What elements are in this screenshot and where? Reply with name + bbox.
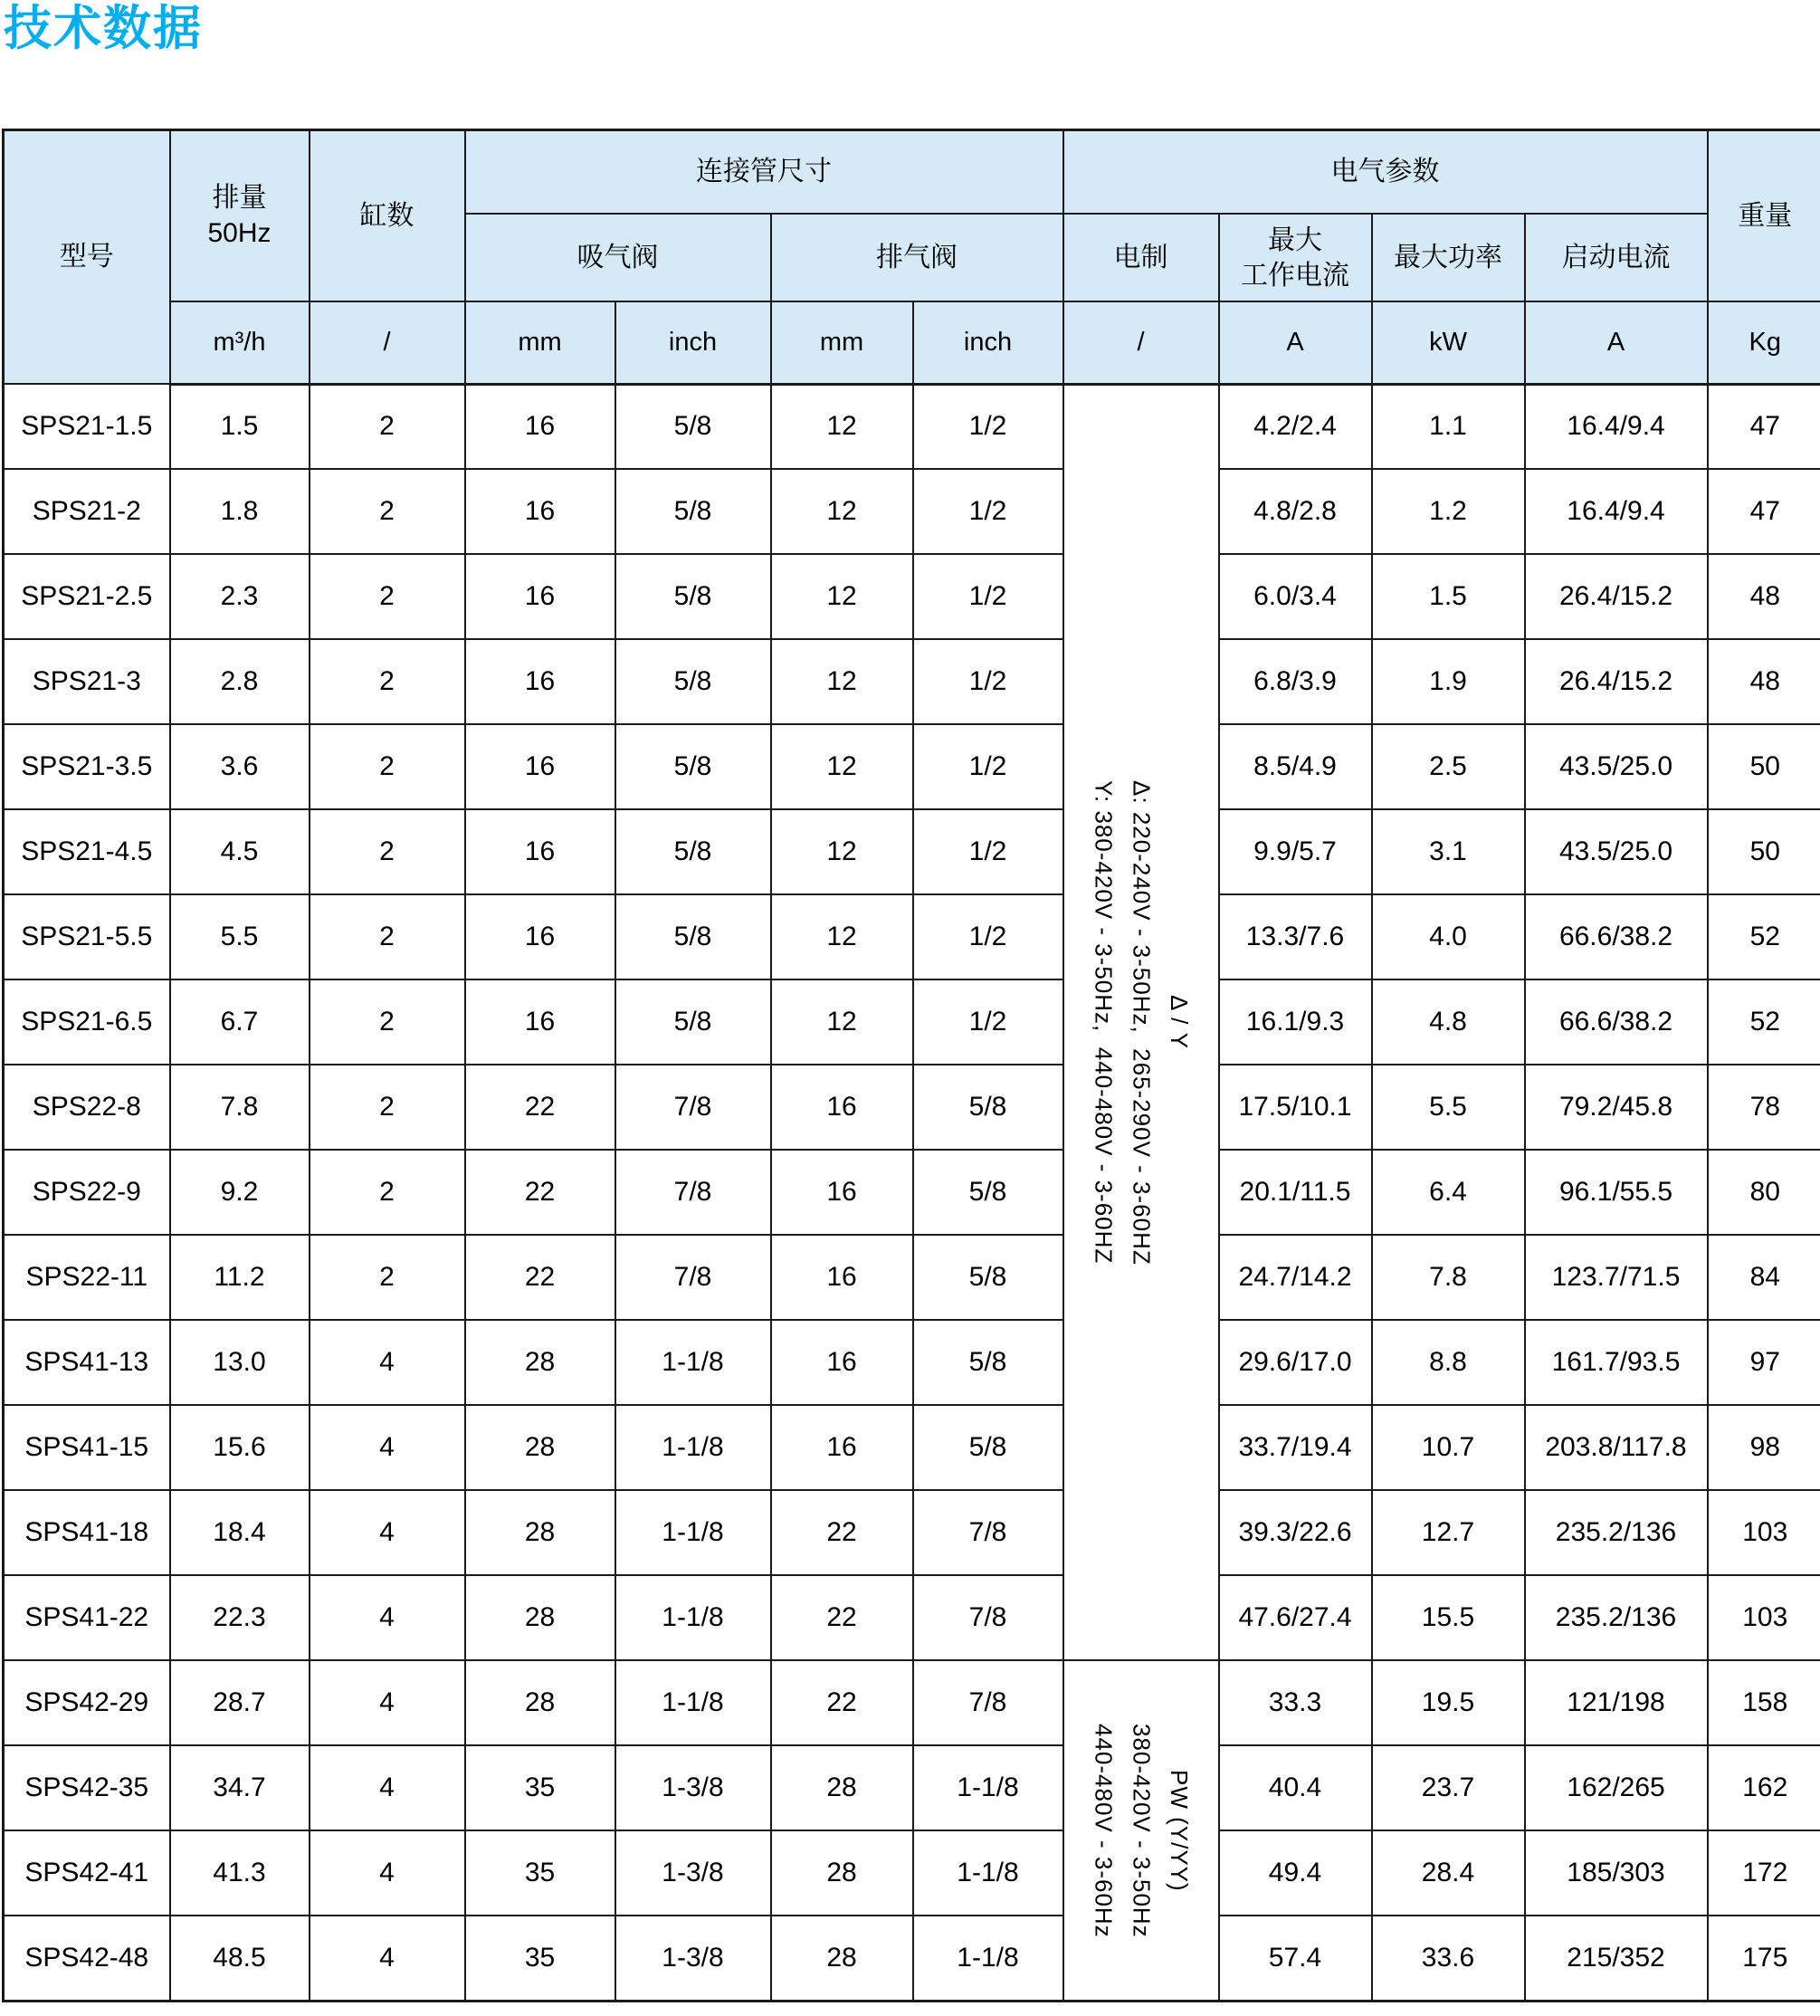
cell-suction-mm: 28: [465, 1405, 615, 1490]
cell-max-power: 5.5: [1372, 1065, 1525, 1150]
cell-weight: 158: [1708, 1660, 1820, 1745]
cell-electric-system: [1063, 384, 1219, 1660]
cell-max-current: 47.6/27.4: [1219, 1575, 1372, 1660]
cell-cylinders: 4: [310, 1490, 465, 1575]
cell-weight: 50: [1708, 809, 1820, 894]
unit-discharge-inch: inch: [913, 301, 1063, 384]
cell-suction-mm: 16: [465, 809, 615, 894]
cell-suction-inch: 7/8: [615, 1150, 771, 1235]
cell-weight: 48: [1708, 554, 1820, 639]
cell-displacement: 34.7: [170, 1745, 310, 1830]
col-header-suction-valve: 吸气阀: [465, 214, 771, 301]
cell-suction-mm: 35: [465, 1916, 615, 2001]
table-row: [4, 979, 1820, 1065]
electric-system-line1: PW (Y/YY): [1165, 1769, 1193, 1892]
cell-max-current: 39.3/22.6: [1219, 1490, 1372, 1575]
cell-start-current: 203.8/117.8: [1525, 1405, 1708, 1490]
cell-displacement: 5.5: [170, 894, 310, 979]
cell-start-current: 16.4/9.4: [1525, 469, 1708, 554]
cell-max-power: 1.5: [1372, 554, 1525, 639]
unit-displacement: m³/h: [170, 301, 310, 384]
cell-weight: 50: [1708, 724, 1820, 809]
cell-discharge-mm: 16: [771, 1235, 913, 1320]
cell-discharge-mm: 22: [771, 1575, 913, 1660]
cell-max-current: 9.9/5.7: [1219, 809, 1372, 894]
cell-displacement: 7.8: [170, 1065, 310, 1150]
cell-cylinders: 2: [310, 894, 465, 979]
cell-suction-mm: 22: [465, 1150, 615, 1235]
cell-discharge-inch: 1/2: [913, 639, 1063, 724]
cell-suction-mm: 22: [465, 1065, 615, 1150]
table-row: [4, 1575, 1820, 1660]
cell-start-current: 215/352: [1525, 1916, 1708, 2001]
col-header-max-current-line1: 最大: [1268, 225, 1322, 255]
cell-max-power: 4.8: [1372, 979, 1525, 1065]
cell-start-current: 43.5/25.0: [1525, 809, 1708, 894]
col-header-max-power: 最大功率: [1372, 214, 1525, 301]
cell-model: SPS41-18: [4, 1490, 170, 1575]
unit-suction-inch: inch: [615, 301, 771, 384]
col-header-weight: 重量: [1708, 129, 1820, 301]
cell-suction-inch: 5/8: [615, 809, 771, 894]
cell-discharge-mm: 12: [771, 469, 913, 554]
cell-max-power: 1.9: [1372, 639, 1525, 724]
cell-max-current: 6.8/3.9: [1219, 639, 1372, 724]
cell-weight: 47: [1708, 469, 1820, 554]
cell-max-current: 29.6/17.0: [1219, 1320, 1372, 1405]
cell-suction-mm: 16: [465, 979, 615, 1065]
cell-discharge-inch: 5/8: [913, 1320, 1063, 1405]
cell-max-power: 2.5: [1372, 724, 1525, 809]
cell-displacement: 4.5: [170, 809, 310, 894]
cell-model: SPS21-4.5: [4, 809, 170, 894]
cell-discharge-inch: 5/8: [913, 1405, 1063, 1490]
cell-suction-inch: 5/8: [615, 724, 771, 809]
cell-suction-inch: 1-1/8: [615, 1405, 771, 1490]
cell-discharge-mm: 28: [771, 1745, 913, 1830]
cell-displacement: 2.3: [170, 554, 310, 639]
cell-max-power: 28.4: [1372, 1830, 1525, 1916]
cell-suction-mm: 35: [465, 1830, 615, 1916]
cell-weight: 48: [1708, 639, 1820, 724]
electric-system-vertical-text: [1084, 780, 1197, 1266]
cell-start-current: 123.7/71.5: [1525, 1235, 1708, 1320]
table-header: [4, 129, 1820, 384]
cell-start-current: 16.4/9.4: [1525, 384, 1708, 469]
table-row: [4, 1405, 1820, 1490]
cell-model: SPS42-35: [4, 1745, 170, 1830]
cell-discharge-inch: 1/2: [913, 809, 1063, 894]
cell-max-current: 8.5/4.9: [1219, 724, 1372, 809]
cell-suction-mm: 16: [465, 724, 615, 809]
cell-weight: 52: [1708, 979, 1820, 1065]
cell-max-current: 33.7/19.4: [1219, 1405, 1372, 1490]
cell-max-power: 4.0: [1372, 894, 1525, 979]
col-header-displacement: [170, 129, 310, 301]
cell-discharge-inch: 1-1/8: [913, 1745, 1063, 1830]
cell-model: SPS21-5.5: [4, 894, 170, 979]
cell-max-current: 33.3: [1219, 1660, 1372, 1745]
cell-max-power: 3.1: [1372, 809, 1525, 894]
group-header-electrical: 电气参数: [1063, 129, 1708, 214]
cell-model: SPS22-8: [4, 1065, 170, 1150]
cell-suction-inch: 1-1/8: [615, 1490, 771, 1575]
col-header-discharge-valve: 排气阀: [771, 214, 1063, 301]
cell-max-current: 20.1/11.5: [1219, 1150, 1372, 1235]
col-header-displacement-line1: 排量: [212, 183, 267, 214]
cell-discharge-inch: 7/8: [913, 1490, 1063, 1575]
cell-cylinders: 2: [310, 469, 465, 554]
cell-discharge-mm: 12: [771, 384, 913, 469]
cell-max-power: 7.8: [1372, 1235, 1525, 1320]
cell-cylinders: 2: [310, 384, 465, 469]
cell-displacement: 2.8: [170, 639, 310, 724]
group-header-pipe-size: 连接管尺寸: [465, 129, 1063, 214]
cell-cylinders: 4: [310, 1830, 465, 1916]
cell-discharge-inch: 1/2: [913, 384, 1063, 469]
cell-displacement: 11.2: [170, 1235, 310, 1320]
cell-suction-mm: 16: [465, 639, 615, 724]
cell-weight: 103: [1708, 1490, 1820, 1575]
cell-max-current: 16.1/9.3: [1219, 979, 1372, 1065]
cell-model: SPS42-48: [4, 1916, 170, 2001]
cell-weight: 52: [1708, 894, 1820, 979]
cell-model: SPS21-3.5: [4, 724, 170, 809]
cell-suction-mm: 16: [465, 554, 615, 639]
electric-system-line3: 440-480V - 3-60Hz: [1090, 1723, 1118, 1938]
cell-max-current: 13.3/7.6: [1219, 894, 1372, 979]
col-header-start-current: 启动电流: [1525, 214, 1708, 301]
cell-suction-mm: 22: [465, 1235, 615, 1320]
cell-max-current: 57.4: [1219, 1916, 1372, 2001]
cell-discharge-mm: 12: [771, 894, 913, 979]
table-row: [4, 554, 1820, 639]
cell-discharge-mm: 12: [771, 724, 913, 809]
cell-cylinders: 4: [310, 1320, 465, 1405]
cell-cylinders: 2: [310, 724, 465, 809]
cell-discharge-inch: 5/8: [913, 1150, 1063, 1235]
cell-discharge-inch: 1/2: [913, 979, 1063, 1065]
cell-max-current: 49.4: [1219, 1830, 1372, 1916]
unit-weight: Kg: [1708, 301, 1820, 384]
cell-suction-mm: 28: [465, 1490, 615, 1575]
cell-start-current: 235.2/136: [1525, 1575, 1708, 1660]
table-row: [4, 894, 1820, 979]
cell-suction-mm: 28: [465, 1575, 615, 1660]
cell-model: SPS21-6.5: [4, 979, 170, 1065]
cell-max-power: 23.7: [1372, 1745, 1525, 1830]
cell-cylinders: 2: [310, 554, 465, 639]
cell-displacement: 28.7: [170, 1660, 310, 1745]
cell-suction-inch: 1-3/8: [615, 1830, 771, 1916]
table-row: [4, 1745, 1820, 1830]
unit-cylinders: /: [310, 301, 465, 384]
cell-discharge-mm: 12: [771, 639, 913, 724]
cell-cylinders: 4: [310, 1916, 465, 2001]
cell-cylinders: 2: [310, 809, 465, 894]
cell-displacement: 9.2: [170, 1150, 310, 1235]
cell-cylinders: 4: [310, 1405, 465, 1490]
cell-max-current: 6.0/3.4: [1219, 554, 1372, 639]
table-row: [4, 1830, 1820, 1916]
cell-max-current: 4.2/2.4: [1219, 384, 1372, 469]
cell-displacement: 1.5: [170, 384, 310, 469]
cell-suction-inch: 1-3/8: [615, 1745, 771, 1830]
col-header-electric-system: 电制: [1063, 214, 1219, 301]
header-group-row: [4, 129, 1820, 214]
cell-displacement: 15.6: [170, 1405, 310, 1490]
table-row: [4, 1320, 1820, 1405]
cell-cylinders: 2: [310, 979, 465, 1065]
table-row: [4, 1065, 1820, 1150]
cell-weight: 98: [1708, 1405, 1820, 1490]
cell-suction-mm: 28: [465, 1320, 615, 1405]
table-row: [4, 469, 1820, 554]
cell-displacement: 22.3: [170, 1575, 310, 1660]
table-row: [4, 1235, 1820, 1320]
cell-max-power: 12.7: [1372, 1490, 1525, 1575]
cell-displacement: 41.3: [170, 1830, 310, 1916]
cell-discharge-mm: 12: [771, 979, 913, 1065]
cell-max-power: 15.5: [1372, 1575, 1525, 1660]
cell-discharge-inch: 1/2: [913, 894, 1063, 979]
unit-max-power: kW: [1372, 301, 1525, 384]
cell-model: SPS41-22: [4, 1575, 170, 1660]
cell-suction-inch: 5/8: [615, 554, 771, 639]
cell-suction-inch: 1-1/8: [615, 1575, 771, 1660]
cell-discharge-mm: 12: [771, 554, 913, 639]
cell-suction-inch: 5/8: [615, 639, 771, 724]
cell-discharge-mm: 28: [771, 1830, 913, 1916]
cell-start-current: 26.4/15.2: [1525, 554, 1708, 639]
table-row: [4, 639, 1820, 724]
cell-suction-inch: 5/8: [615, 894, 771, 979]
cell-discharge-inch: 5/8: [913, 1065, 1063, 1150]
cell-discharge-inch: 1-1/8: [913, 1916, 1063, 2001]
cell-cylinders: 4: [310, 1745, 465, 1830]
col-header-cylinders: 缸数: [310, 129, 465, 301]
cell-model: SPS42-41: [4, 1830, 170, 1916]
cell-discharge-mm: 28: [771, 1916, 913, 2001]
cell-weight: 162: [1708, 1745, 1820, 1830]
cell-model: SPS22-9: [4, 1150, 170, 1235]
cell-displacement: 48.5: [170, 1916, 310, 2001]
table-row: [4, 724, 1820, 809]
cell-start-current: 162/265: [1525, 1745, 1708, 1830]
cell-start-current: 26.4/15.2: [1525, 639, 1708, 724]
col-header-max-current: [1219, 214, 1372, 301]
cell-max-power: 19.5: [1372, 1660, 1525, 1745]
cell-cylinders: 2: [310, 1065, 465, 1150]
table-body: [4, 384, 1820, 2001]
cell-cylinders: 4: [310, 1575, 465, 1660]
page-title: 技术数据: [4, 2, 203, 55]
cell-discharge-mm: 16: [771, 1065, 913, 1150]
cell-start-current: 121/198: [1525, 1660, 1708, 1745]
cell-max-current: 24.7/14.2: [1219, 1235, 1372, 1320]
cell-start-current: 235.2/136: [1525, 1490, 1708, 1575]
cell-suction-inch: 5/8: [615, 979, 771, 1065]
cell-model: SPS42-29: [4, 1660, 170, 1745]
table-row: [4, 384, 1820, 469]
cell-start-current: 161.7/93.5: [1525, 1320, 1708, 1405]
technical-data-table: [2, 129, 1820, 2002]
cell-suction-inch: 1-3/8: [615, 1916, 771, 2001]
cell-discharge-inch: 1/2: [913, 724, 1063, 809]
cell-cylinders: 4: [310, 1660, 465, 1745]
cell-model: SPS21-2.5: [4, 554, 170, 639]
cell-displacement: 6.7: [170, 979, 310, 1065]
cell-discharge-inch: 1/2: [913, 469, 1063, 554]
cell-suction-mm: 35: [465, 1745, 615, 1830]
cell-discharge-inch: 7/8: [913, 1575, 1063, 1660]
cell-weight: 78: [1708, 1065, 1820, 1150]
cell-suction-inch: 5/8: [615, 469, 771, 554]
cell-start-current: 79.2/45.8: [1525, 1065, 1708, 1150]
cell-discharge-mm: 12: [771, 809, 913, 894]
cell-discharge-mm: 16: [771, 1320, 913, 1405]
cell-displacement: 13.0: [170, 1320, 310, 1405]
cell-weight: 47: [1708, 384, 1820, 469]
cell-max-current: 17.5/10.1: [1219, 1065, 1372, 1150]
electric-system-line2: 380-420V - 3-50Hz: [1128, 1723, 1156, 1938]
cell-weight: 84: [1708, 1235, 1820, 1320]
cell-model: SPS21-3: [4, 639, 170, 724]
cell-weight: 103: [1708, 1575, 1820, 1660]
unit-suction-mm: mm: [465, 301, 615, 384]
cell-displacement: 18.4: [170, 1490, 310, 1575]
electric-system-line3: Y: 380-420V - 3-50Hz, 440-480V - 3-60HZ: [1090, 780, 1118, 1265]
cell-discharge-inch: 7/8: [913, 1660, 1063, 1745]
cell-discharge-mm: 22: [771, 1660, 913, 1745]
cell-start-current: 43.5/25.0: [1525, 724, 1708, 809]
col-header-model: 型号: [4, 129, 170, 384]
cell-weight: 97: [1708, 1320, 1820, 1405]
table-row: [4, 1150, 1820, 1235]
cell-suction-mm: 16: [465, 384, 615, 469]
cell-discharge-mm: 16: [771, 1405, 913, 1490]
cell-max-power: 33.6: [1372, 1916, 1525, 2001]
table-row: [4, 1490, 1820, 1575]
cell-weight: 80: [1708, 1150, 1820, 1235]
cell-model: SPS21-2: [4, 469, 170, 554]
cell-max-power: 1.1: [1372, 384, 1525, 469]
cell-suction-mm: 16: [465, 894, 615, 979]
electric-system-line2: Δ: 220-240V - 3-50Hz, 265-290V - 3-60HZ: [1128, 779, 1156, 1266]
table-row: [4, 809, 1820, 894]
cell-model: SPS41-13: [4, 1320, 170, 1405]
cell-cylinders: 2: [310, 1235, 465, 1320]
cell-start-current: 96.1/55.5: [1525, 1150, 1708, 1235]
cell-discharge-inch: 1-1/8: [913, 1830, 1063, 1916]
cell-cylinders: 2: [310, 1150, 465, 1235]
cell-max-current: 4.8/2.8: [1219, 469, 1372, 554]
cell-suction-inch: 1-1/8: [615, 1660, 771, 1745]
cell-displacement: 1.8: [170, 469, 310, 554]
cell-start-current: 185/303: [1525, 1830, 1708, 1916]
table-row: [4, 1660, 1820, 1745]
col-header-max-current-line2: 工作电流: [1241, 260, 1349, 291]
cell-max-power: 10.7: [1372, 1405, 1525, 1490]
cell-start-current: 66.6/38.2: [1525, 894, 1708, 979]
table-row: [4, 1916, 1820, 2001]
cell-start-current: 66.6/38.2: [1525, 979, 1708, 1065]
cell-electric-system: [1063, 1660, 1219, 2001]
cell-max-power: 1.2: [1372, 469, 1525, 554]
cell-model: SPS22-11: [4, 1235, 170, 1320]
cell-weight: 172: [1708, 1830, 1820, 1916]
unit-start-current: A: [1525, 301, 1708, 384]
cell-suction-inch: 7/8: [615, 1235, 771, 1320]
unit-electric-system: /: [1063, 301, 1219, 384]
cell-suction-inch: 1-1/8: [615, 1320, 771, 1405]
cell-suction-inch: 7/8: [615, 1065, 771, 1150]
cell-suction-mm: 16: [465, 469, 615, 554]
cell-suction-mm: 28: [465, 1660, 615, 1745]
cell-max-power: 8.8: [1372, 1320, 1525, 1405]
electric-system-line1: Δ / Y: [1165, 995, 1193, 1050]
cell-discharge-inch: 1/2: [913, 554, 1063, 639]
cell-suction-inch: 5/8: [615, 384, 771, 469]
cell-discharge-mm: 16: [771, 1150, 913, 1235]
unit-max-current: A: [1219, 301, 1372, 384]
electric-system-vertical-text: [1084, 1724, 1197, 1938]
unit-discharge-mm: mm: [771, 301, 913, 384]
cell-cylinders: 2: [310, 639, 465, 724]
cell-model: SPS41-15: [4, 1405, 170, 1490]
cell-max-power: 6.4: [1372, 1150, 1525, 1235]
datasheet-page: [2, 4, 1818, 2002]
cell-max-current: 40.4: [1219, 1745, 1372, 1830]
cell-weight: 175: [1708, 1916, 1820, 2001]
cell-displacement: 3.6: [170, 724, 310, 809]
col-header-displacement-line2: 50Hz: [207, 218, 272, 249]
cell-discharge-inch: 5/8: [913, 1235, 1063, 1320]
header-units-row: [4, 301, 1820, 384]
cell-discharge-mm: 22: [771, 1490, 913, 1575]
cell-model: SPS21-1.5: [4, 384, 170, 469]
